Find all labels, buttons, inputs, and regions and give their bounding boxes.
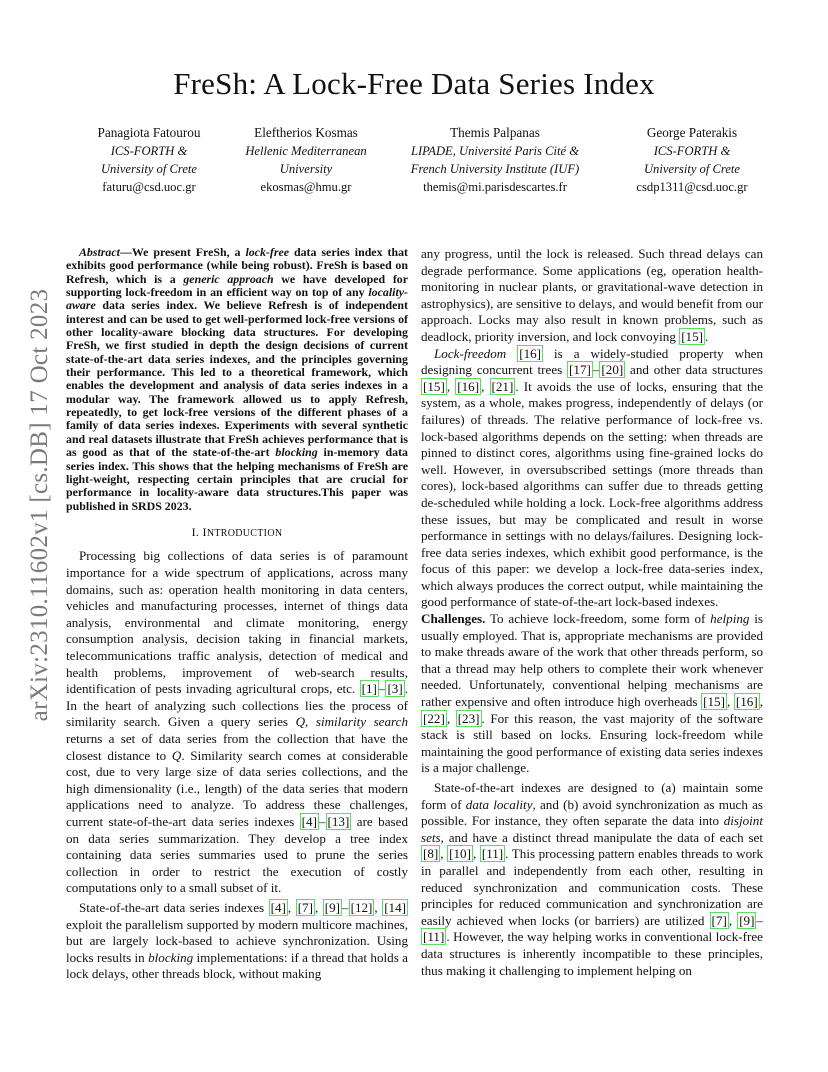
body-text: . It avoids the use of locks, ensuring that the system, as a whole, makes progress, independently of delays (or failures) of threads. The relative performance of lock-free vs. lock-based algorithms depends on the setting: when threads are pinned to distinct cores, algorithms using fine-grained locks do well. However, in oversubscribed settings (more threads than cores), lock-based algorithms can suffer due to threads getting de-scheduled while holding a lock. Lock-free algorithms address these issues, but may be complicated and result in worse performance in settings with no delays/failures. Designing lock-free data series indexes, which exhibit good performance, is the focus of this paper: we develop a lock-free data-series index, which always produces the correct output, while maintaining the good performance of state-of-the-art lock-based indexes. <box>421 378 764 610</box>
author-affiliation: LIPADE, Université Paris Cité & <box>410 144 580 158</box>
citation-link[interactable]: [13] <box>327 813 350 829</box>
range-dash: – <box>592 362 600 378</box>
body-text: exploit the parallelism supported by modern multicore machines, but are largely lock-based to achieve synchronization. Using locks results in <box>66 916 408 965</box>
separator: , <box>726 694 734 710</box>
body-text: , and (b) avoid synchronization as much as possible. For instance, they often separate the data into <box>421 796 763 829</box>
author-email: faturu@csd.uoc.gr <box>102 180 196 194</box>
separator: , <box>759 694 763 710</box>
separator: , <box>728 912 738 928</box>
body-text: State-of-the-art indexes are designed to (a) maintain some form of <box>421 780 763 812</box>
author-kosmas <box>231 124 381 196</box>
author-block <box>70 124 770 204</box>
citation-link[interactable]: [3] <box>387 681 403 697</box>
author-name: George Paterakis <box>646 125 738 140</box>
section-heading-introduction <box>66 524 408 543</box>
citation-link[interactable]: [15] <box>681 328 704 344</box>
emphasis: data locality <box>465 796 533 812</box>
right-column <box>421 246 763 979</box>
author-email: csdp1311@csd.uoc.gr <box>636 180 748 194</box>
citation-link[interactable]: [4] <box>270 899 286 915</box>
body-text: , and have a distinct thread manipulate the data of each set <box>440 829 763 845</box>
body-text: . In the heart of analyzing such collections lies the process of similarity search. Given a query series <box>66 681 408 730</box>
intro-paragraph-1 <box>66 548 408 896</box>
author-affiliation: French University Institute (IUF) <box>410 162 580 176</box>
abstract-emph: generic approach <box>183 271 274 286</box>
citation-link[interactable]: [7] <box>711 912 727 928</box>
citation-link[interactable]: [15] <box>423 378 445 394</box>
body-text: implementations: if a thread that holds a lock delays, other threads block, without making <box>66 949 408 982</box>
paragraph-heading: Challenges. <box>421 611 486 627</box>
section-title-initial: I <box>202 524 207 539</box>
body-text: is a widely-studied property when designing concurrent trees <box>421 345 764 378</box>
abstract-label: Abstract <box>79 245 120 259</box>
citation-link[interactable]: [11] <box>423 929 445 945</box>
abstract-text: data series index. We believe Refresh is of independent interest and can be used to get well-performed lock-free versions of other locality-aware blocking data structures. For developing FreSh, we first studied in depth the design decisions of current state-of-the-art data series indexes, and the principles governing their performance. This led to a theoretical framework, which enables the development and analysis of data series indexes in a modular way. The framework allowed us to apply Refresh, repeatedly, to get lock-free versions of the different phases of a family of data series indexes. Experiments with several synthetic and real datasets illustrate that FreSh achieves performance that is as good as that of the state-of-the-art <box>66 298 408 460</box>
range-dash: – <box>342 899 349 915</box>
body-text: . <box>705 328 709 344</box>
body-text: . Similarity search comes at considerable cost, due to very large size of data series collections, and the high dimensionality (i.e., length) of the data series that modern applications need to analyze. To address these challenges, current state-of-the-art data series indexes <box>66 747 408 829</box>
citation-link[interactable]: [23] <box>457 710 480 726</box>
intro-paragraph-2 <box>66 900 408 983</box>
right-paragraph-continuation <box>421 246 763 346</box>
lock-freedom-paragraph <box>421 346 763 612</box>
left-column <box>66 246 408 983</box>
section-number: I. <box>191 524 200 539</box>
citation-link[interactable]: [17] <box>569 362 591 378</box>
body-text: . However, the way helping works in conventional lock-free data structures is inherently incompatible to these principles, thus making it challenging to implement helping on <box>421 929 763 978</box>
body-text: are based on data series summarization. They develop a tree index containing data series summaries used to prune the series collection in order to restrict the execution of costly computations only to a small subset of it. <box>66 813 408 896</box>
citation-link[interactable]: [22] <box>423 710 445 726</box>
math-variable: Q <box>295 714 306 730</box>
abstract-emph: locality-aware <box>66 285 408 313</box>
citation-link[interactable]: [15] <box>703 694 725 710</box>
body-text: State-of-the-art data series indexes <box>79 899 269 915</box>
author-affiliation: ICS-FORTH & <box>110 144 188 158</box>
body-text: is usually employed. That is, appropriate mechanisms are provided to make threads aware of the work that other threads perform, so that a thread may help others to complete their work whenever needed. Unfortunately, conventional helping mechanisms are rather expensive and often introduce high overheads <box>421 611 763 710</box>
separator: , <box>287 899 296 915</box>
citation-link[interactable]: [21] <box>491 378 514 394</box>
range-dash: – <box>318 813 326 829</box>
separator: , <box>446 710 456 726</box>
body-text: , <box>305 714 316 730</box>
author-email: ekosmas@hmu.gr <box>260 180 352 194</box>
author-palpanas <box>396 124 594 196</box>
author-name: Panagiota Fatourou <box>97 125 201 140</box>
emphasis: blocking <box>148 949 194 965</box>
separator: , <box>446 378 456 394</box>
author-affiliation: Hellenic Mediterranean <box>245 144 367 158</box>
author-affiliation: University of Crete <box>100 162 198 176</box>
body-text: . For this reason, the vast majority of the software stack is still based on locks. Ensuring lock-freedom while maintaining the good performance of existing data series indexes is a major challenge. <box>421 710 763 776</box>
abstract-text: We present FreSh, a <box>131 245 246 259</box>
citation-link[interactable]: [9] <box>739 912 755 928</box>
body-text: and other data structures <box>625 362 763 378</box>
citation-link[interactable]: [16] <box>519 345 542 361</box>
challenges-paragraph <box>421 611 763 777</box>
body-text: To achieve lock-freedom, some form of <box>485 611 711 627</box>
separator: , <box>314 899 323 915</box>
body-text: returns a set of data series from the collection that have the closest distance to <box>66 731 408 763</box>
separator: , <box>481 378 490 394</box>
abstract-text: data series index that exhibits good performance (while being robust). FreSh is based on Refresh, which is a <box>66 245 408 286</box>
author-fatourou <box>64 124 234 196</box>
arxiv-identifier-text: arXiv:2310.11602v1 [cs.DB] 17 Oct 2023 <box>26 288 53 722</box>
author-affiliation: ICS-FORTH & <box>653 144 731 158</box>
emphasis: Lock-freedom <box>434 345 507 361</box>
range-dash: – <box>756 912 764 928</box>
body-text: any progress, until the lock is released. Such thread delays can degrade performance. Some applications (eg, operation health-monitoring in nuclear plants, or gravitational-wave detection in astrophysics), are sensitive to delays, and would benefit from our approach. Locks may also result in known problems, such as deadlock, priority inversion, and lock convoying <box>421 246 763 344</box>
citation-link[interactable]: [20] <box>601 362 624 378</box>
author-affiliation: University of Crete <box>643 162 741 176</box>
citation-link[interactable]: [7] <box>297 899 313 915</box>
arxiv-identifier <box>20 280 60 730</box>
locality-paragraph <box>421 780 763 979</box>
section-title-rest: NTRODUCTION <box>206 527 283 539</box>
abstract-dash: — <box>119 245 132 259</box>
emphasis: helping <box>710 611 750 627</box>
separator: , <box>472 846 480 862</box>
citation-link[interactable]: [1] <box>361 681 377 697</box>
citation-link[interactable]: [4] <box>301 813 317 829</box>
citation-link[interactable]: [16] <box>735 694 758 710</box>
citation-link[interactable]: [10] <box>449 846 471 862</box>
body-text: . This processing pattern enables threads to work in parallel and independently from each other, resulting in reduced synchronization and communication costs. These principles for reduced communication and synchronization are easily achieved when locks (or barriers) are utilized <box>421 846 764 928</box>
abstract-text: we have developed for supporting lock-freedom in an efficient way on top of any <box>66 271 409 300</box>
citation-link[interactable]: [16] <box>457 378 480 394</box>
paper-title: FreSh: A Lock-Free Data Series Index <box>173 66 655 101</box>
author-email: themis@mi.parisdescartes.fr <box>423 180 567 194</box>
math-variable: Q <box>171 747 182 763</box>
abstract <box>66 246 408 513</box>
separator: , <box>440 846 448 862</box>
author-name: Themis Palpanas <box>450 125 540 140</box>
abstract-emph: lock-free <box>245 245 290 259</box>
citation-link[interactable]: [12] <box>350 899 373 915</box>
body-text <box>506 346 517 361</box>
abstract-text: in-memory data series index. This shows that the helping mechanisms of FreSh are light-weight, respecting certain principles that are crucial for performance in locality-aware data structures.This paper was published in SRDS 2023. <box>66 445 408 513</box>
author-name: Eleftherios Kosmas <box>254 125 358 140</box>
citation-link[interactable]: [9] <box>324 899 341 915</box>
citation-link[interactable]: [8] <box>423 846 439 862</box>
citation-link[interactable]: [11] <box>481 846 504 862</box>
emphasis: disjoint sets <box>421 813 763 845</box>
author-affiliation: University <box>279 162 333 176</box>
range-dash: – <box>378 681 386 697</box>
abstract-emph: blocking <box>275 445 318 460</box>
separator: , <box>374 899 383 915</box>
author-paterakis <box>610 124 774 196</box>
body-text: Processing big collections of data series is of paramount importance for a wide spectrum of applications, across many domains, such as: operation health monitoring in data centers, vehicles and manufacturing processes, internet of things data analysis, environmental and climate monitoring, energy consumption analysis, decision taking in financial markets, telecommunications traffic analysis, detection of medical and health problems, improvement of web-search results, identification of pests invading agricultural crops, etc. <box>66 548 408 697</box>
emphasis: similarity search <box>315 714 408 730</box>
citation-link[interactable]: [14] <box>384 899 407 915</box>
